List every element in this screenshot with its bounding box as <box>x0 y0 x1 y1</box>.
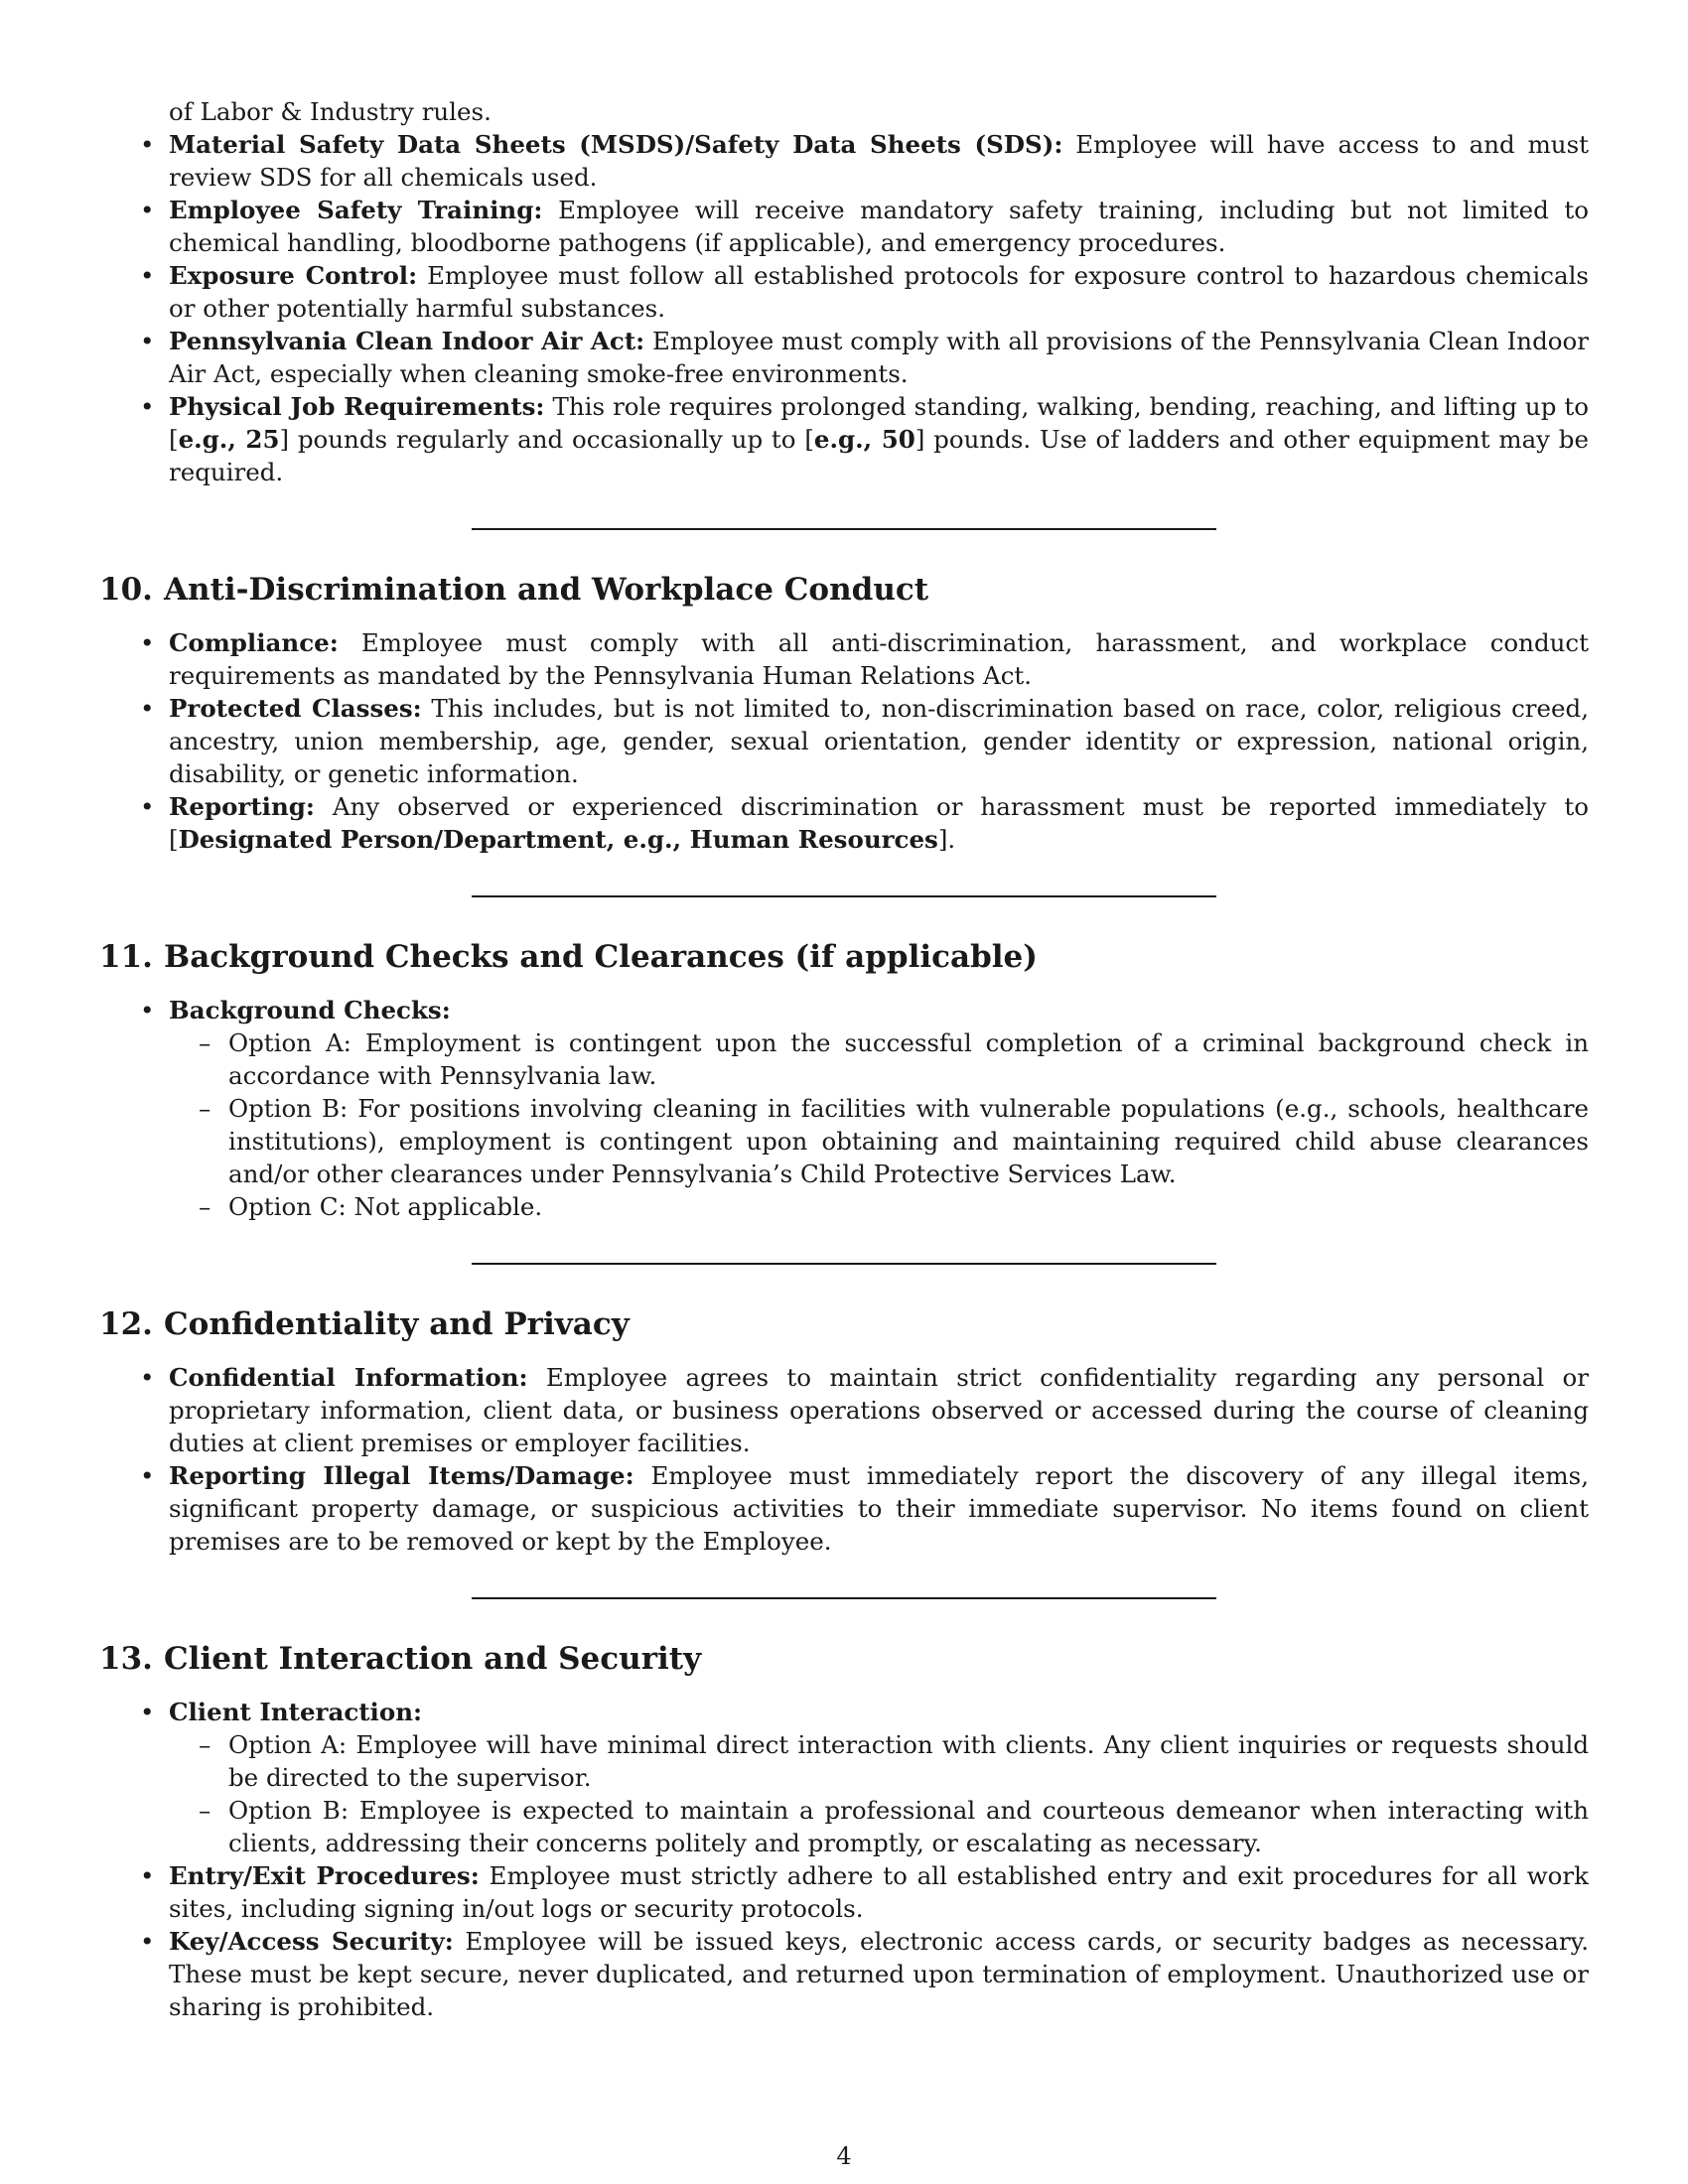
list-item: • Entry/Exit Procedures: Employee must strictly adhere to all established entry and exit procedures for all work sites, including signing in/out logs or security protocols. <box>99 1859 1589 1925</box>
section-divider <box>472 1597 1216 1599</box>
list-item: • Background Checks: – Option A: Employment is contingent upon the successful completion of a criminal background check in accordance with Pennsylvania law. – Option B: For positions involving cleaning in facilities with vulnerable populations (e.g., schools, healthcare institutions), employment is contingent upon obtaining and maintaining required child abuse clearances and/or other clearances under Pennsylvania’s Child Protective Services Law. – Option C: Not applicable. <box>99 994 1589 1223</box>
list-item: • Protected Classes: This includes, but is not limited to, non-discrimination based on race, color, religious creed, ancestry, union membership, age, gender, sexual orientation, gender identity or expression, national origin, disability, or genetic information. <box>99 692 1589 790</box>
list-item: • Compliance: Employee must comply with all anti-discrimination, harassment, and workplace conduct requirements as mandated by the Pennsylvania Human Relations Act. <box>99 626 1589 692</box>
page-number: 4 <box>836 2142 852 2170</box>
section-divider <box>472 528 1216 530</box>
list-item: • Exposure Control: Employee must follow all established protocols for exposure control to hazardous chemicals or other potentially harmful substances. <box>99 259 1589 325</box>
list-item: • Key/Access Security: Employee will be issued keys, electronic access cards, or security badges as necessary. These must be kept secure, never duplicated, and returned upon termination of employment. Unauthorized use or sharing is prohibited. <box>99 1925 1589 2023</box>
section-heading-11: 11. Background Checks and Clearances (if applicable) <box>99 939 1038 975</box>
document-page <box>99 95 1589 2023</box>
list-item: • Reporting: Any observed or experienced discrimination or harassment must be reported immediately to [Designated Person/Department, e.g., Human Resources]. <box>99 790 1589 856</box>
option-item: – Option C: Not applicable. <box>169 1190 1589 1223</box>
section-divider <box>472 1263 1216 1265</box>
section-heading-10: 10. Anti-Discrimination and Workplace Conduct <box>99 572 929 608</box>
option-list <box>169 1026 1589 1223</box>
list-item: • Employee Safety Training: Employee will receive mandatory safety training, including but not limited to chemical handling, bloodborne pathogens (if applicable), and emergency procedures. <box>99 194 1589 259</box>
section-11-list <box>99 994 1589 1223</box>
list-item: • Confidential Information: Employee agrees to maintain strict confidentiality regarding any personal or proprietary information, client data, or business operations observed or accessed during the course of cleaning duties at client premises or employer facilities. <box>99 1361 1589 1459</box>
list-item: • Physical Job Requirements: This role requires prolonged standing, walking, bending, reaching, and lifting up to [e.g., 25] pounds regularly and occasionally up to [e.g., 50] pounds. Use of ladders and other equipment may be required. <box>99 390 1589 488</box>
option-item: – Option B: Employee is expected to maintain a professional and courteous demeanor when interacting with clients, addressing their concerns politely and promptly, or escalating as necessary. <box>169 1794 1589 1859</box>
section-heading-13: 13. Client Interaction and Security <box>99 1641 702 1677</box>
option-item: – Option B: For positions involving cleaning in facilities with vulnerable populations (e.g., schools, healthcare institutions), employment is contingent upon obtaining and maintaining required child abuse clearances and/or other clearances under Pennsylvania’s Child Protective Services Law. <box>169 1092 1589 1190</box>
list-item: • Pennsylvania Clean Indoor Air Act: Employee must comply with all provisions of the Pennsylvania Clean Indoor Air Act, especially when cleaning smoke-free environments. <box>99 325 1589 390</box>
section-13-list <box>99 1696 1589 2023</box>
option-item: – Option A: Employment is contingent upon the successful completion of a criminal background check in accordance with Pennsylvania law. <box>169 1026 1589 1092</box>
section-10-list <box>99 626 1589 856</box>
safety-list <box>99 128 1589 488</box>
option-item: – Option A: Employee will have minimal direct interaction with clients. Any client inquiries or requests should be directed to the supervisor. <box>169 1728 1589 1794</box>
list-item: • Client Interaction: – Option A: Employee will have minimal direct interaction with clients. Any client inquiries or requests should be directed to the supervisor. – Option B: Employee is expected to maintain a professional and courteous demeanor when interacting with clients, addressing their concerns politely and promptly, or escalating as necessary. <box>99 1696 1589 1859</box>
option-list <box>169 1728 1589 1859</box>
list-item: • Reporting Illegal Items/Damage: Employee must immediately report the discovery of any illegal items, significant property damage, or suspicious activities to their immediate supervisor. No items found on client premises are to be removed or kept by the Employee. <box>99 1459 1589 1558</box>
section-12-list <box>99 1361 1589 1558</box>
list-item: • Material Safety Data Sheets (MSDS)/Safety Data Sheets (SDS): Employee will have access to and must review SDS for all chemicals used. <box>99 128 1589 194</box>
section-heading-12: 12. Confidentiality and Privacy <box>99 1306 630 1342</box>
section-divider <box>472 895 1216 897</box>
continuation-text: of Labor & Industry rules. <box>169 97 492 126</box>
